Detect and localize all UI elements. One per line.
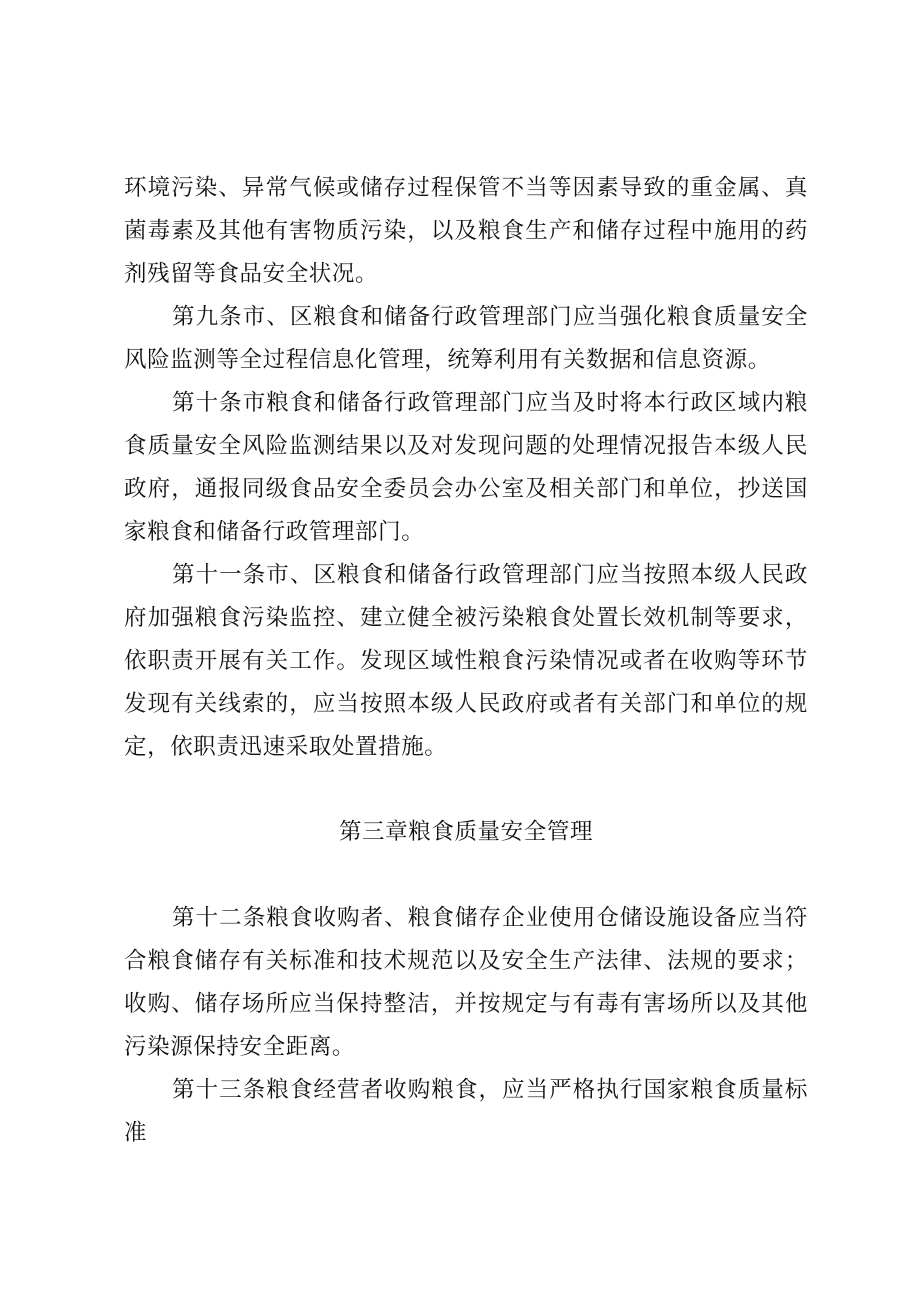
article-9: 第九条市、区粮食和储备行政管理部门应当强化粮食质量安全风险监测等全过程信息化管理，统筹利用有关数据和信息资源。 <box>124 304 808 373</box>
article-12: 第十二条粮食收购者、粮食储存企业使用仓储设施设备应当符合粮食储存有关标准和技术规范以及安全生产法律、法规的要求；收购、储存场所应当保持整洁，并按规定与有毒有害场所以及其他污染源保持安全距离。 <box>124 905 808 1060</box>
article-13: 第十三条粮食经营者收购粮食，应当严格执行国家粮食质量标准 <box>124 1077 808 1146</box>
article-10: 第十条市粮食和储备行政管理部门应当及时将本行政区域内粮食质量安全风险监测结果以及对发现问题的处理情况报告本级人民政府，通报同级食品安全委员会办公室及相关部门和单位，抄送国家粮食和储备行政管理部门。 <box>124 390 808 545</box>
chapter-title: 第三章粮食质量安全管理 <box>338 819 594 845</box>
paragraph-continuation: 环境污染、异常气候或储存过程保管不当等因素导致的重金属、真菌毒素及其他有害物质污染，以及粮食生产和储存过程中施用的药剂残留等食品安全状况。 <box>124 175 808 287</box>
article-11: 第十一条市、区粮食和储备行政管理部门应当按照本级人民政府加强粮食污染监控、建立健全被污染粮食处置长效机制等要求，依职责开展有关工作。发现区域性粮食污染情况或者在收购等环节发现有关线索的，应当按照本级人民政府或者有关部门和单位的规定，依职责迅速采取处置措施。 <box>124 562 808 760</box>
